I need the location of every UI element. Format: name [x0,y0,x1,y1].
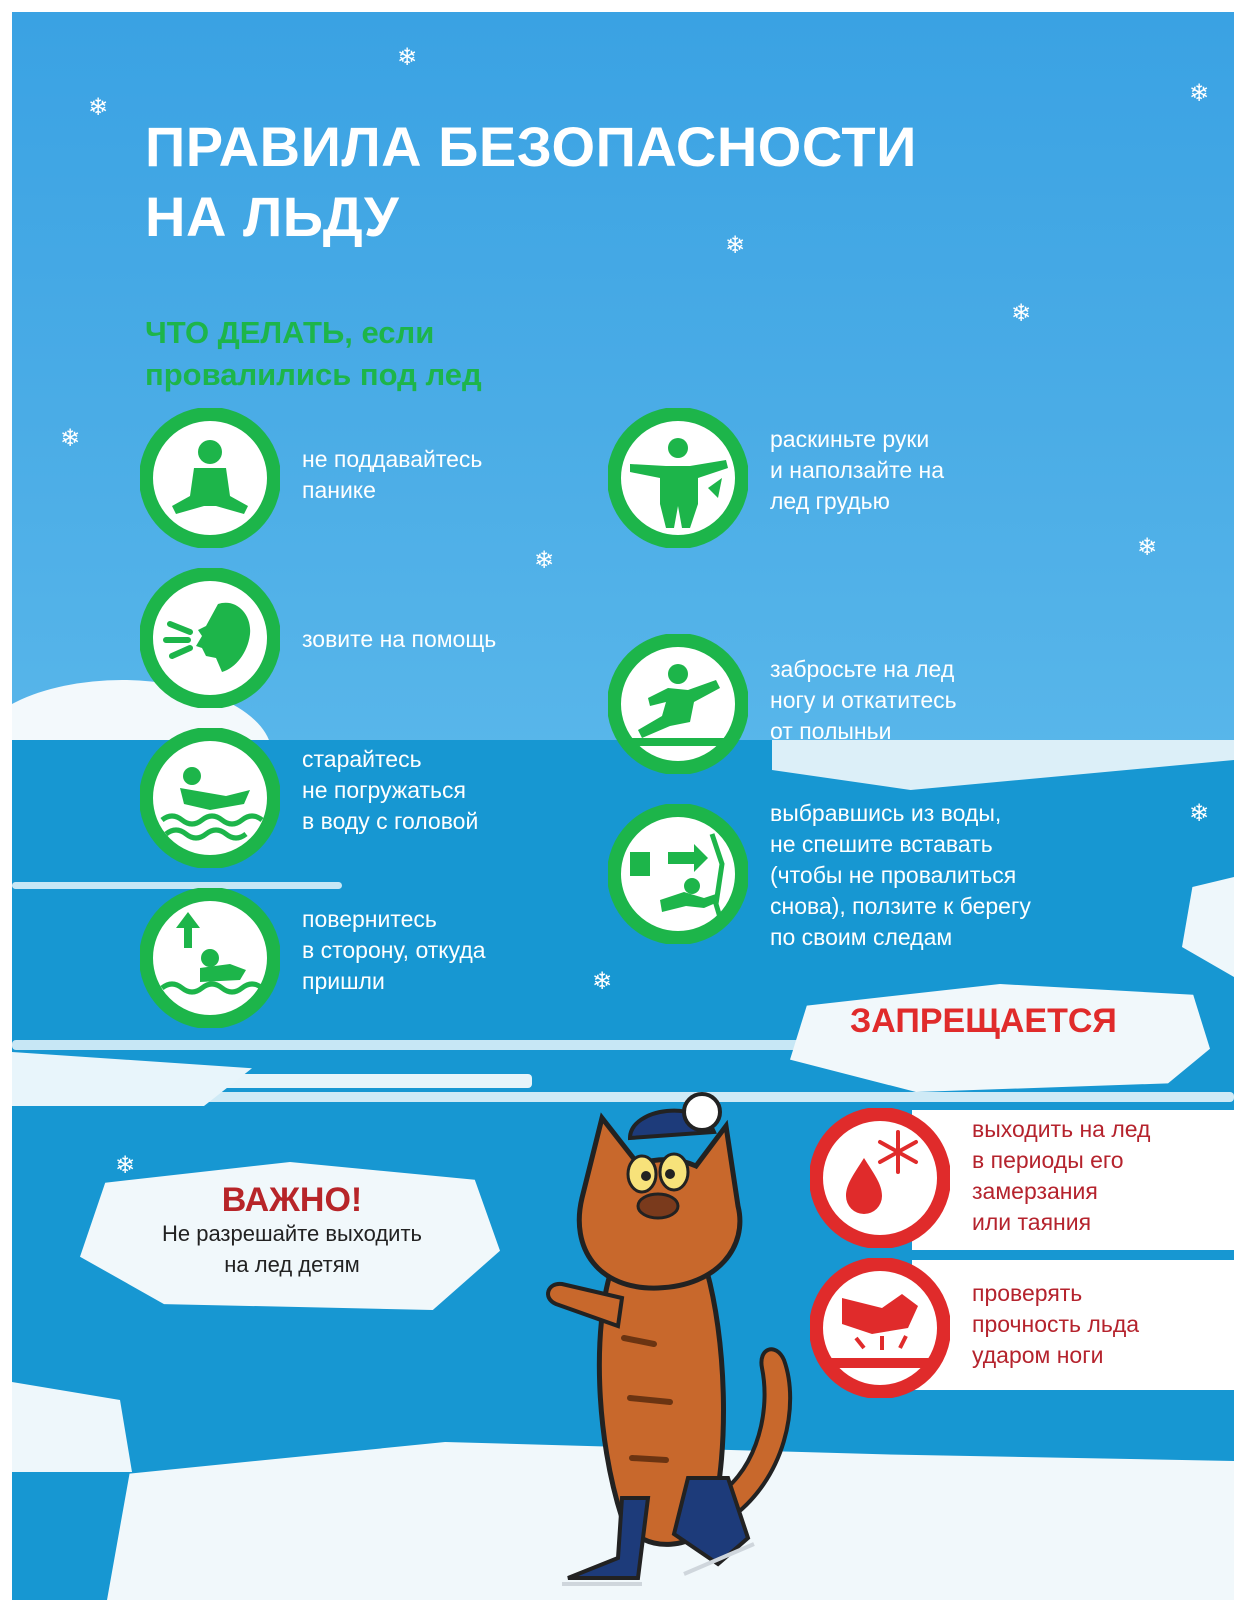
subtitle-line-1: ЧТО ДЕЛАТЬ, если [145,315,435,350]
step-label: (чтобы не провалиться [770,862,1017,888]
poster-title [145,112,917,252]
step-label: по своим следам [770,924,953,950]
step-label: не спешите вставать [770,831,993,857]
cat-on-skates-icon [512,1078,832,1600]
subtitle-line-2: провалились под лед [145,357,482,392]
step-label: выбравшись из воды, [770,800,1002,826]
calm-person-icon [140,408,280,548]
important-text [82,1218,502,1280]
step-label: от полыньи [770,718,892,744]
step-label: в воду с головой [302,808,479,834]
important-title: ВАЖНО! [221,1181,363,1219]
snowflake-icon: ❄ [88,94,109,121]
snowflake-icon: ❄ [115,1152,136,1179]
step-label: лед грудью [770,488,890,514]
snowflake-icon: ❄ [397,44,418,71]
title-line-1: ПРАВИЛА БЕЗОПАСНОСТИ [145,115,917,178]
snowflake-icon: ❄ [534,547,555,574]
poster [12,12,1234,1600]
forbidden-label: замерзания [972,1178,1098,1204]
forbidden-label: ударом ноги [972,1342,1104,1368]
step-label: повернитесь [302,906,437,932]
forbidden-label: проверять [972,1280,1083,1306]
forbidden-label: или таяния [972,1209,1092,1235]
step-label: старайтесь [302,746,422,772]
step-label: в сторону, откуда [302,937,486,963]
step-label: пришли [302,968,385,994]
step-label: забросьте на лед [770,656,955,682]
crawl-to-shore-icon [608,804,748,944]
step-label: панике [302,477,376,503]
step-label: снова), ползите к берегу [770,893,1031,919]
forbidden-label: выходить на лед [972,1116,1151,1142]
step-label: не погружаться [302,777,466,803]
forbidden-title: ЗАПРЕЩАЕТСЯ [850,1002,1117,1040]
swimmer-surface-icon [140,728,280,868]
step-label: не поддавайтесь [302,446,483,472]
snowflake-icon: ❄ [725,232,746,259]
forbidden-label: в периоды его [972,1147,1124,1173]
section-subtitle [145,312,482,396]
important-line-1: Не разрешайте выходить [161,1221,423,1246]
turn-back-arrow-icon [140,888,280,1028]
snowflake-icon: ❄ [592,968,613,995]
forbidden-label: прочность льда [972,1311,1140,1337]
snowflake-icon: ❄ [1189,80,1210,107]
shouting-person-icon [140,568,280,708]
leg-on-ice-icon [608,634,748,774]
step-label: зовите на помощь [302,626,497,652]
arms-spread-icon [608,408,748,548]
step-label: раскиньте руки [770,426,930,452]
step-label: и наползайте на [770,457,945,483]
snowflake-icon: ❄ [60,425,81,452]
step-label: ногу и откатитесь [770,687,957,713]
ice-streak [12,1040,912,1050]
snowflake-icon: ❄ [1011,300,1032,327]
snowflake-icon: ❄ [1137,534,1158,561]
snowflake-icon: ❄ [1189,800,1210,827]
title-line-2: НА ЛЬДУ [145,185,400,248]
important-line-2: на лед детям [224,1252,360,1277]
